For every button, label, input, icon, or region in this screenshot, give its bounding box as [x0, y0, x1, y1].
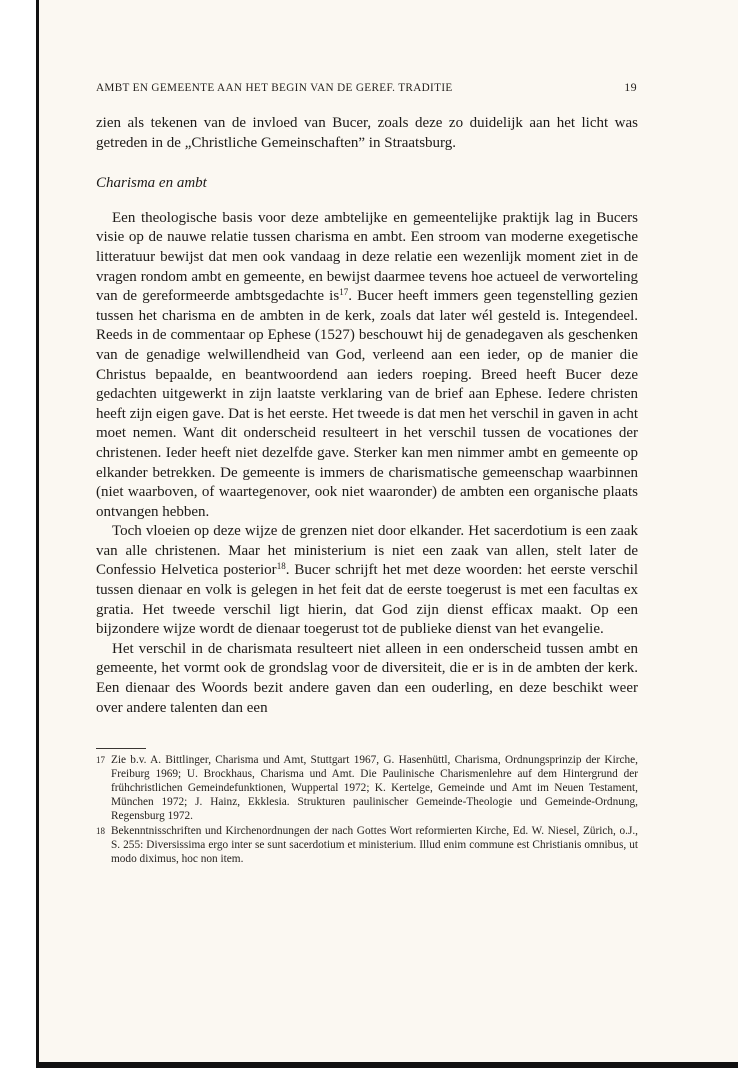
footnote: [96, 753, 638, 823]
paragraph-1-text-b: . Bucer heeft immers geen tegenstelling gezien tussen het charisma en de ambten in de kerk, zoals dat later wél gesteld is. Integendeel. Reeds in de commentaar op Ephese (1527) beschouwt hij de genadegaven als geschenken van de genadige welwillendheid van God, verleend aan een ieder, op de manier die Christus bepaalde, en beantwoordend aan ieders roeping. Breed heeft Bucer deze gedachten uitgewerkt in zijn laatste verklaring van de brief aan Ephese. Iedere christen heeft zijn eigen gave. Dat is het eerste. Het tweede is dat men het verschil in gaven in acht moet nemen. Want dit onderscheid resulteert in het verschil tussen de vocationes der christenen. Ieder heeft niet dezelfde gave. Sterker kan men nimmer ambt en gemeente op elkander betrekken. De gemeente is immers de charismatische gemeenschap waarbinnen (niet waarboven, of waartegenover, ook niet waaronder) de ambten een organische plaats ontvangen hebben.: [96, 288, 639, 520]
running-head-title: AMBT EN GEMEENTE AAN HET BEGIN VAN DE GEREF. TRADITIE: [96, 82, 453, 94]
body-paragraph-3: Het verschil in de charismata resulteert niet alleen in een onderscheid tussen ambt en gemeente, het vormt ook de grondslag voor de diversiteit, die er is in de ambten der kerk. Een dienaar des Woords bezit andere gaven dan een ouderling, en deze beschikt weer over andere talenten dan een: [96, 640, 638, 716]
footnote-ref-17: 17: [339, 287, 349, 298]
body-paragraph-1: [96, 209, 638, 523]
paragraph-2-text-b: . Bucer schrijft het met deze woorden: het eerste verschil tussen dienaar en volk is gelegen in het feit dat de eerste toegerust is met een facultas ex gratia. Het tweede verschil ligt hierin, dat God zijn dienst efficax maakt. Op een bijzondere wijze wordt de dienaar toegerust tot de publieke dienst van het evangelie.: [96, 562, 638, 638]
footnote-text: Zie b.v. A. Bittlinger, Charisma und Amt, Stuttgart 1967, G. Hasenhüttl, Charisma, Ordnungsprinzip der Kirche, Freiburg 1969; U. Brockhaus, Charisma und Amt. Die Paulinische Charismenlehre auf dem Hintergrund der frühchristlichen Gemeindefunktionen, Wuppertal 1972; K. Kertelge, Gemeinde und Amt im Neuen Testament, München 1972; J. Hainz, Ekklesia. Strukturen paulinischer Gemeinde-Theologie und Gemeinde-Ordnung, Regensburg 1972.: [111, 754, 638, 823]
section-heading: Charisma en ambt: [96, 175, 207, 192]
paragraph-1-text-a: Een theologische basis voor deze ambtelijke en gemeentelijke praktijk lag in Bucers visie op de nauwe relatie tussen charisma en ambt. Een stroom van moderne exegetische litteratuur bewijst dat men ook vandaag in deze relatie een wezenlijk moment ziet in de vragen rondom ambt en gemeente, en bewijst daarmee tevens hoe actueel de verworteling van de gereformeerde ambtsgedachte is: [96, 209, 638, 305]
book-page: [39, 0, 738, 1062]
running-head: [96, 80, 638, 95]
body-paragraph-2: [96, 522, 638, 640]
footnote-text: Bekenntnisschriften und Kirchenordnungen der nach Gottes Wort reformierten Kirche, Ed. W. Niesel, Zürich, o.J., S. 255: Diversissima ergo inter se sunt sacerdotium et ministerium. Illud enim commune est Christianis omnibus, ut modo diximus, hoc non item.: [111, 825, 638, 866]
footnote: [96, 824, 638, 866]
page-number: 19: [624, 80, 637, 94]
footnote-ref-18: 18: [276, 561, 286, 572]
page-content: [96, 80, 638, 867]
footnote-number: 17: [96, 755, 105, 766]
scan-border-bottom: [36, 1062, 738, 1068]
intro-paragraph: zien als tekenen van de invloed van Bucer, zoals deze zo duidelijk aan het licht was getreden in de „Christliche Gemeinschaften” in Straatsburg.: [96, 115, 638, 151]
footnote-separator: [96, 748, 146, 749]
footnote-number: 18: [96, 826, 105, 837]
paragraph-2-text-a: Toch vloeien op deze wijze de grenzen niet door elkander. Het sacerdotium is een zaak van alle christenen. Maar het ministerium is niet een zaak van allen, stelt later de Confessio Helvetica posterior: [96, 523, 638, 579]
